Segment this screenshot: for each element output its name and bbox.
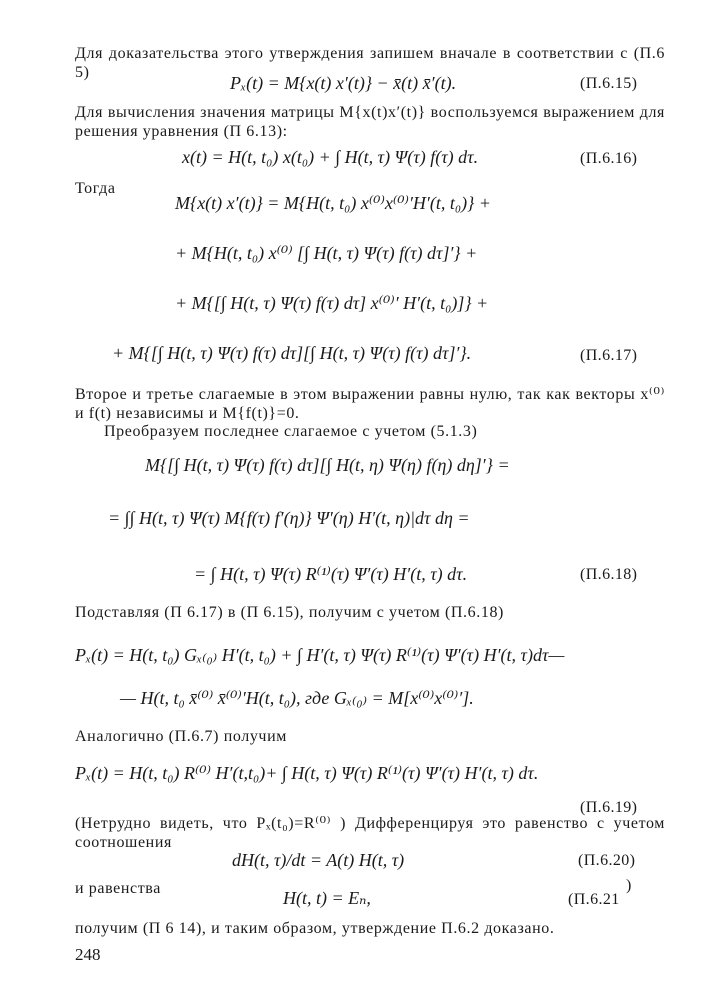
equation-p6-17-line4: + M{[∫ H(t, τ) Ψ(τ) f(τ) dτ][∫ H(t, τ) Ψ(τ) f(τ) dτ]′}. — [112, 343, 472, 363]
equation-number-p6-18: (П.6.18) — [580, 566, 638, 583]
paragraph-differentiate: (Нетрудно видеть, что Pₓ(t₀)=R⁽⁰⁾ ) Дифференцируя это равенство с учетом соотношения — [75, 815, 665, 851]
equation-p6-18-line3: = ∫ H(t, τ) Ψ(τ) R⁽¹⁾(τ) Ψ′(τ) H′(t, τ) dτ. — [194, 564, 468, 584]
paragraph-conclusion: получим (П 6 14), и таким образом, утверждение П.6.2 доказано. — [75, 920, 555, 937]
equation-p6-18-line2: = ∫∫ H(t, τ) Ψ(τ) M{f(τ) f′(η)} Ψ′(η) H′(t, η)|dτ dη = — [108, 508, 470, 528]
word-togda: Тогда — [75, 180, 116, 197]
equation-number-p6-15: (П.6.15) — [580, 75, 638, 92]
equation-p6-16: x(t) = H(t, t₀) x(t₀) + ∫ H(t, τ) Ψ(τ) f(τ) dτ. — [182, 147, 479, 167]
page-number: 248 — [75, 945, 101, 964]
equation-number-p6-20: (П.6.20) — [578, 852, 636, 869]
equation-p6-17-line3: + M{[∫ H(t, τ) Ψ(τ) f(τ) dτ] x⁽⁰⁾′ H′(t, t₀)]} + — [175, 293, 489, 313]
equation-number-p6-21: (П.6.21 — [568, 891, 620, 908]
equation-p6-19-line2: — H(t, t₀ x̄⁽⁰⁾ x̄⁽⁰⁾′H(t, t₀), где Gₓ₍₀₎ = M[x⁽⁰⁾x⁽⁰⁾′]. — [120, 688, 474, 708]
equation-number-p6-16: (П.6.16) — [580, 150, 638, 167]
paragraph-intro: Для доказательства этого утверждения запишем вначале в соответствии с (П.6 5) — [75, 45, 665, 81]
equation-p6-18-line1: M{[∫ H(t, τ) Ψ(τ) f(τ) dτ][∫ H(t, η) Ψ(η) f(η) dη]′} = — [145, 455, 510, 475]
paragraph-transform: Преобразуем последнее слагаемое с учетом (5.1.3) — [104, 423, 478, 440]
equation-p6-21: H(t, t) = Eₙ, — [283, 888, 371, 908]
paragraph-equality: и равенства — [75, 880, 161, 897]
equation-p6-15: Pₓ(t) = M{x(t) x′(t)} − x̄(t) x̄′(t). — [230, 73, 457, 93]
equation-p6-17-line1: M{x(t) x′(t)} = M{H(t, t₀) x⁽⁰⁾x⁽⁰⁾′H′(t, t₀)} + — [175, 193, 491, 213]
paragraph-matrix: Для вычисления значения матрицы M{x(t)x′(t)} воспользуемся выражением для решения уравнения (П 6.13): — [75, 104, 665, 140]
paragraph-similarly: Аналогично (П.6.7) получим — [75, 728, 287, 745]
equation-number-p6-21-paren: ) — [626, 877, 632, 894]
equation-p6-17-line2: + M{H(t, t₀) x⁽⁰⁾ [∫ H(t, τ) Ψ(τ) f(τ) dτ]′} + — [175, 243, 478, 263]
equation-number-p6-17: (П.6.17) — [580, 347, 638, 364]
paragraph-substitute: Подставляя (П 6.17) в (П 6.15), получим с учетом (П.6.18) — [75, 604, 504, 621]
equation-p6-20: dH(t, τ)/dt = A(t) H(t, τ) — [232, 850, 405, 870]
paragraph-terms-zero: Второе и третье слагаемые в этом выражении равны нулю, так как векторы x⁽⁰⁾ и f(t) независимы и M{f(t)}=0. — [75, 386, 665, 422]
equation-p6-19-line3: Pₓ(t) = H(t, t₀) R⁽⁰⁾ H′(t,t₀)+ ∫ H(t, τ) Ψ(τ) R⁽¹⁾(τ) Ψ′(τ) H′(t, τ) dτ. — [75, 763, 539, 783]
equation-p6-19-line1: Pₓ(t) = H(t, t₀) Gₓ₍₀₎ H′(t, t₀) + ∫ H′(t, τ) Ψ(τ) R⁽¹⁾(τ) Ψ′(τ) H′(t, τ)dτ— — [75, 645, 565, 665]
equation-number-p6-19: (П.6.19) — [580, 799, 638, 816]
